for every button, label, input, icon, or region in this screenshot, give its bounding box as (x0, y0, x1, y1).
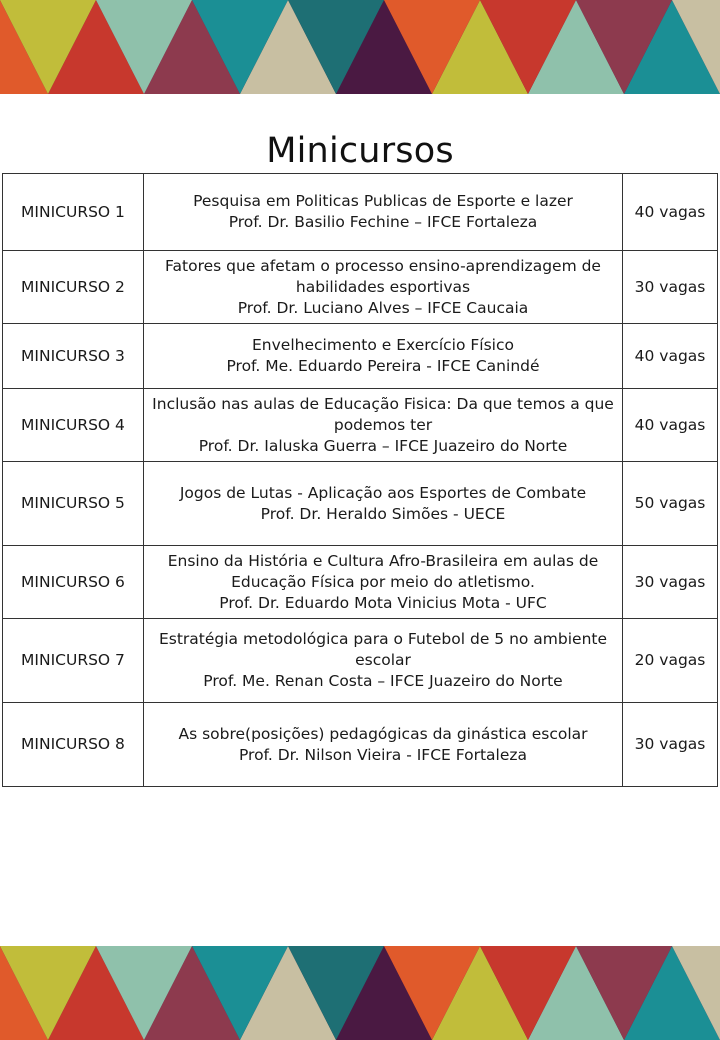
course-description-line: escolar (355, 651, 411, 669)
course-label: MINICURSO 8 (3, 703, 144, 787)
course-vacancies: 50 vagas (623, 462, 718, 546)
course-row (3, 462, 718, 546)
triangle-pattern (0, 0, 720, 94)
course-description-line: Prof. Dr. Nilson Vieira - IFCE Fortaleza (238, 745, 528, 764)
course-description (144, 546, 623, 619)
course-table-body (3, 174, 718, 787)
course-vacancies: 40 vagas (623, 324, 718, 389)
top-banner (0, 0, 720, 94)
course-row (3, 703, 718, 787)
course-row (3, 174, 718, 251)
course-description-line: Fatores que afetam o processo ensino-aprendizagem de (165, 256, 601, 275)
course-description-line: habilidades esportivas (295, 277, 471, 296)
course-label: MINICURSO 3 (3, 324, 144, 389)
course-description-line: Prof. Dr. Eduardo Mota Vinicius Mota - UFC (219, 593, 547, 612)
course-row (3, 389, 718, 462)
course-description-line: Inclusão nas aulas de Educação Fisica: Da que temos a que (152, 394, 614, 413)
course-description (144, 619, 623, 703)
course-description-line: Prof. Dr. Ialuska Guerra – IFCE Juazeiro do Norte (198, 436, 568, 455)
course-description (144, 251, 623, 324)
course-label: MINICURSO 5 (3, 462, 144, 546)
triangle-pattern (0, 946, 720, 1040)
course-description-line: Educação Física por meio do atletismo. (231, 572, 535, 591)
course-description-line: Jogos de Lutas - Aplicação aos Esportes de Combate (179, 483, 587, 502)
course-label: MINICURSO 1 (3, 174, 144, 251)
course-description-line: Prof. Me. Renan Costa – IFCE Juazeiro do Norte (203, 672, 563, 690)
course-description-line: Prof. Dr. Heraldo Simões - UECE (260, 504, 506, 523)
course-row (3, 619, 718, 703)
course-description-line: Ensino da História e Cultura Afro-Brasileira em aulas de (167, 551, 599, 570)
course-description-line: Estratégia metodológica para o Futebol de 5 no ambiente (158, 630, 608, 648)
course-description-line: Envelhecimento e Exercício Físico (252, 336, 514, 354)
course-vacancies: 30 vagas (623, 251, 718, 324)
course-table (2, 173, 718, 787)
course-description (144, 324, 623, 389)
course-vacancies: 20 vagas (623, 619, 718, 703)
course-row (3, 324, 718, 389)
course-label: MINICURSO 4 (3, 389, 144, 462)
course-description-line: As sobre(posições) pedagógicas da ginástica escolar (178, 724, 588, 743)
course-description-line: Prof. Dr. Basilio Fechine – IFCE Fortaleza (228, 213, 538, 231)
course-description (144, 703, 623, 787)
course-description (144, 389, 623, 462)
course-description-line: podemos ter (333, 415, 433, 434)
course-vacancies: 40 vagas (623, 389, 718, 462)
course-row (3, 251, 718, 324)
course-row (3, 546, 718, 619)
course-description-line: Pesquisa em Politicas Publicas de Esporte e lazer (193, 192, 573, 210)
bottom-banner (0, 946, 720, 1040)
course-vacancies: 40 vagas (623, 174, 718, 251)
course-description (144, 174, 623, 251)
page-title: Minicursos (266, 131, 454, 172)
course-description (144, 462, 623, 546)
course-vacancies: 30 vagas (623, 703, 718, 787)
course-vacancies: 30 vagas (623, 546, 718, 619)
course-description-line: Prof. Dr. Luciano Alves – IFCE Caucaia (237, 298, 529, 317)
course-label: MINICURSO 7 (3, 619, 144, 703)
course-label: MINICURSO 2 (3, 251, 144, 324)
course-label: MINICURSO 6 (3, 546, 144, 619)
course-description-line: Prof. Me. Eduardo Pereira - IFCE Canindé (226, 357, 540, 375)
